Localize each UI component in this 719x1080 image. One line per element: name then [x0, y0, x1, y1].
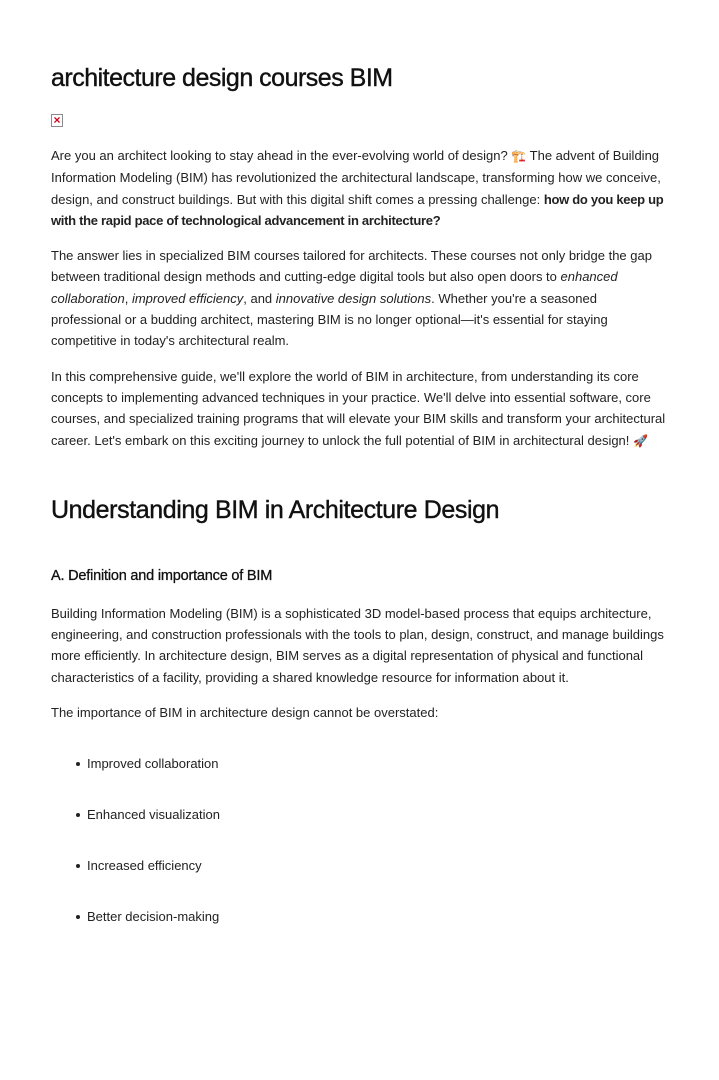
section-heading: Understanding BIM in Architecture Design: [51, 495, 500, 524]
list-item: Enhanced visualization: [87, 805, 667, 825]
intro-paragraph-2: The answer lies in specialized BIM courses tailored for architects. These courses not only bridge the gap between traditional design methods and cutting-edge digital tools but also open doors to enhanced collaboration, improved efficiency, and innovative design solutions. Whether you're a seasoned professional or a budding architect, mastering BIM is no longer optional—it's essential for staying competitive in today's architectural realm.: [51, 248, 652, 349]
intro-paragraph-1: Are you an architect looking to stay ahead in the ever-evolving world of design? 🏗️ The advent of Building Information Modeling (BIM) has revolutionized the architectural landscape, transforming how we conceive, design, and construct buildings. But with this digital shift comes a pressing challenge: how do you keep up with the rapid pace of technological advancement in architecture?: [51, 148, 664, 228]
article: [0, 63, 719, 927]
importance-list: [51, 754, 667, 927]
intro-bold-question: how do you keep up with the rapid pace of technological advancement in architecture?: [51, 191, 664, 228]
page-title: architecture design courses BIM: [51, 64, 393, 92]
building-construction-icon: 🏗️: [511, 149, 527, 163]
section-paragraph-2: The importance of BIM in architecture design cannot be overstated:: [51, 705, 439, 721]
rocket-icon: 🚀: [633, 433, 648, 448]
intro-paragraph-3: In this comprehensive guide, we'll explore the world of BIM in architecture, from understanding its core concepts to implementing advanced techniques in your practice. We'll delve into essential software, core courses, and specialized training programs that will elevate your BIM skills and transform your architectural career. Let's embark on this exciting journey to unlock the full potential of BIM in architectural design! 🚀: [51, 368, 666, 448]
section-paragraph-1: Building Information Modeling (BIM) is a sophisticated 3D model-based process that equips architecture, engineering, and construction professionals with the tools to plan, design, construct, and manage buildings more efficiently. In architecture design, BIM serves as a digital representation of physical and functional characteristics of a facility, providing a shared knowledge resource for information about it.: [51, 605, 664, 685]
broken-image-icon: ×: [51, 114, 63, 127]
list-item: Improved collaboration: [87, 754, 667, 774]
list-item: Better decision-making: [87, 907, 667, 927]
list-item: Increased efficiency: [87, 856, 667, 876]
section-subheading: A. Definition and importance of BIM: [51, 567, 273, 584]
